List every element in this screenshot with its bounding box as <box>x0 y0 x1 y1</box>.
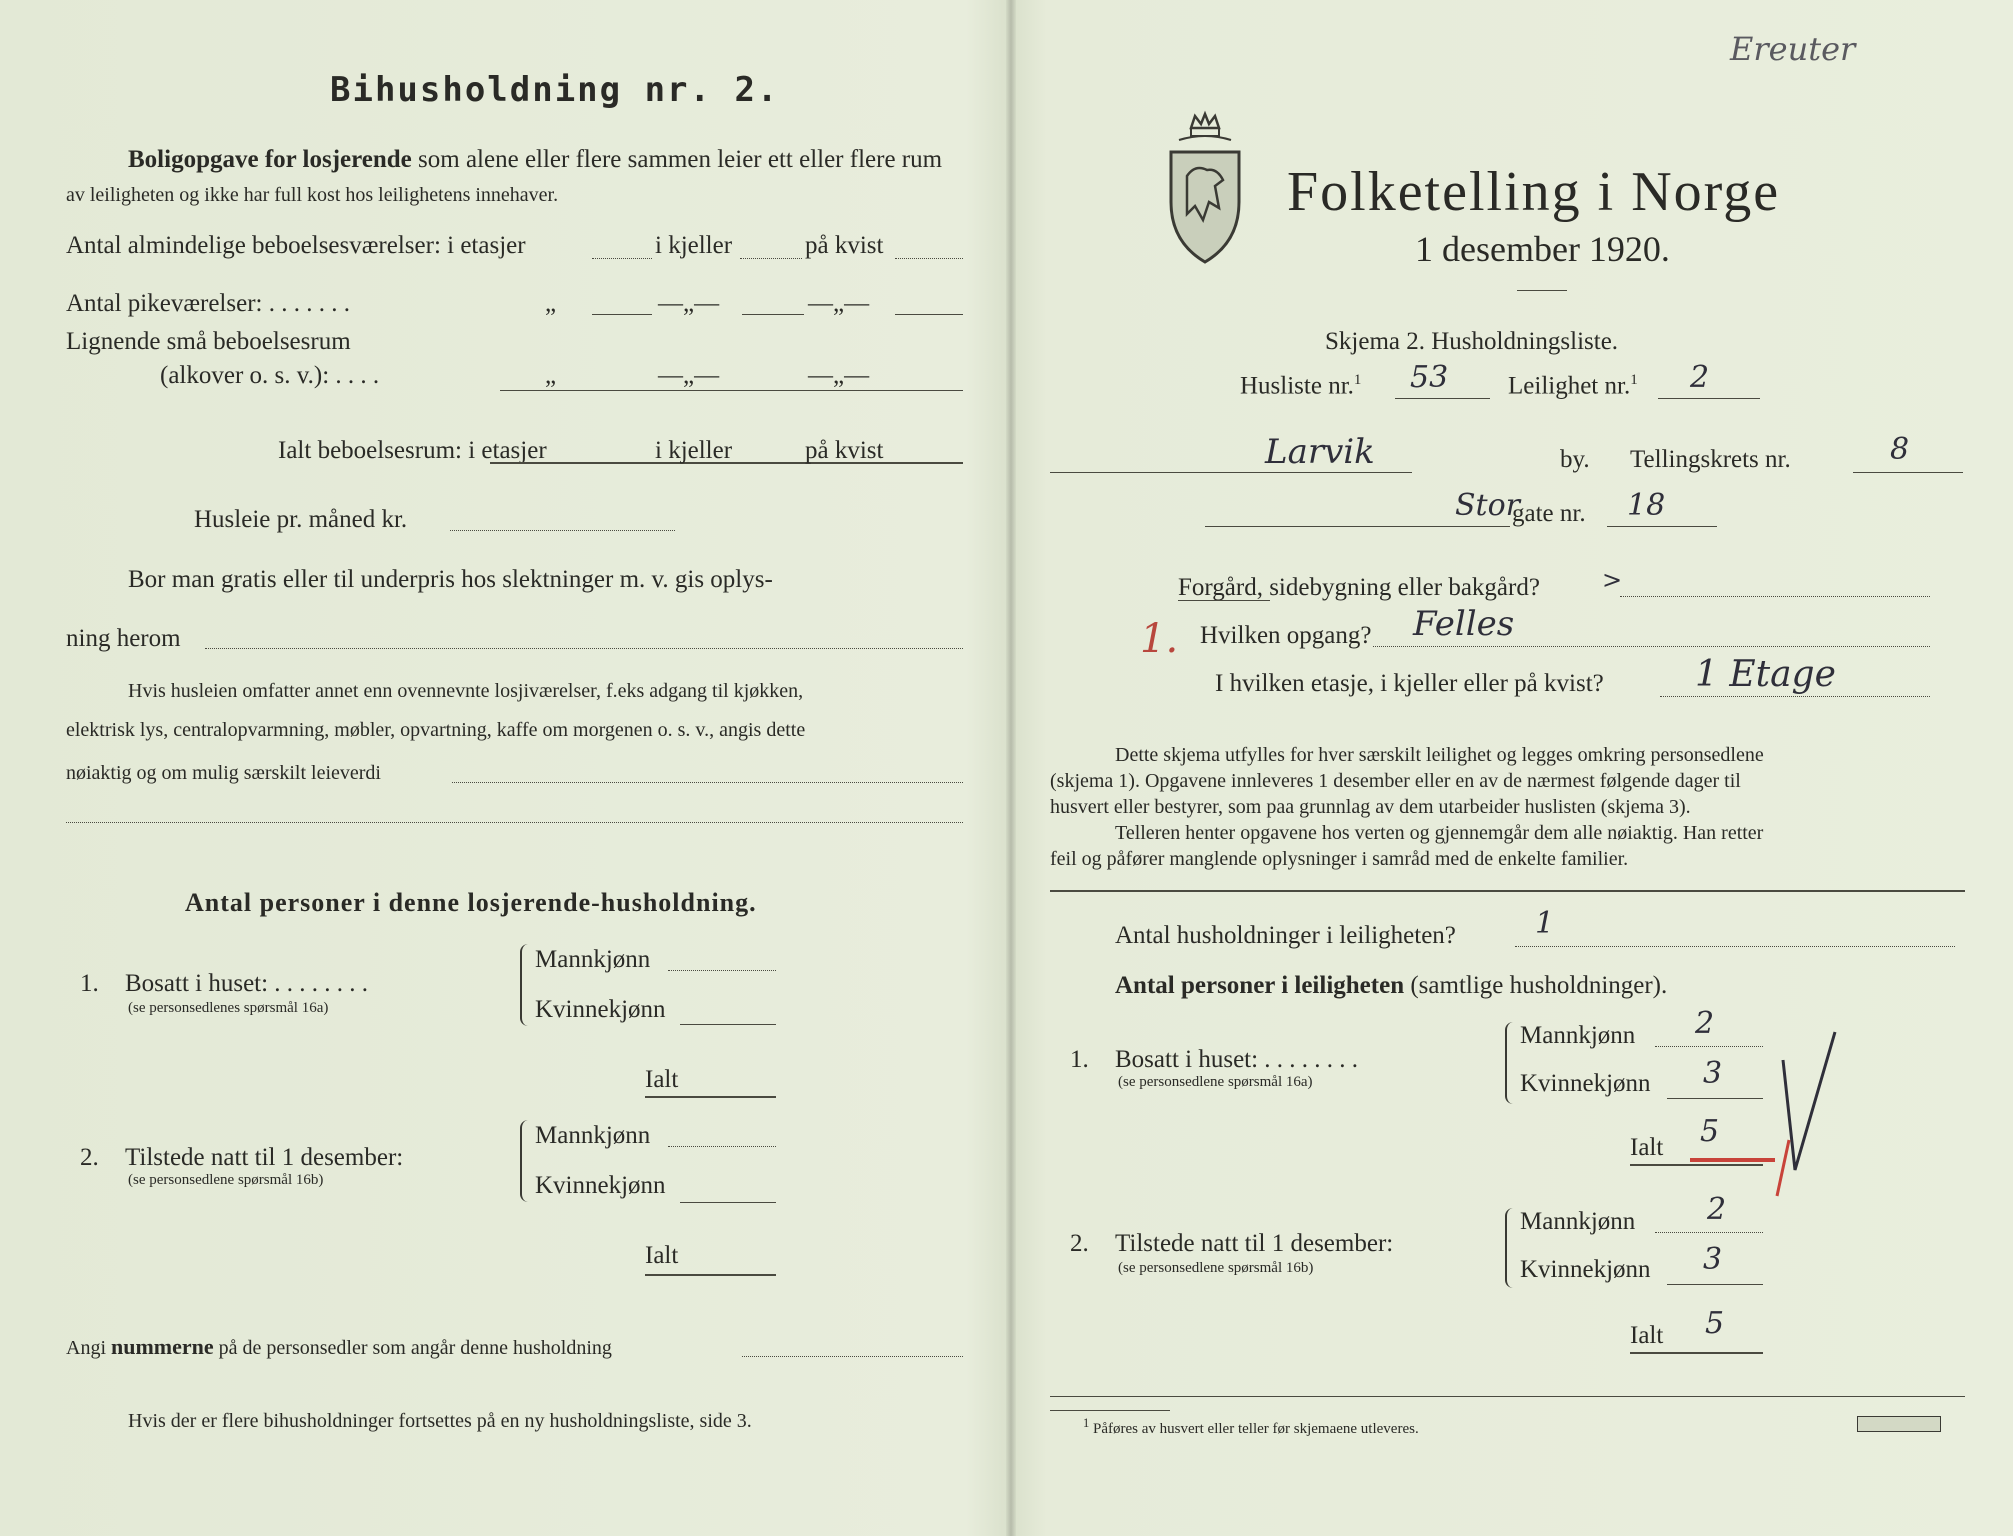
ialt-rooms-kvist: på kvist <box>805 437 884 464</box>
husliste-field[interactable] <box>1395 398 1490 399</box>
right-q1-brace <box>1505 1022 1517 1104</box>
etasje-field[interactable] <box>1660 696 1930 697</box>
right-q2-sub: (se personsedlene spørsmål 16b) <box>1118 1260 1314 1276</box>
bor-line-1: Bor man gratis eller til underpris hos slektninger m. v. gis oplys- <box>128 566 773 593</box>
footnote-divider <box>1050 1396 1965 1397</box>
husliste-label: Husliste nr.$^1$ <box>1240 372 1362 400</box>
rooms-label: Antal almindelige beboelsesværelser: i etasjer <box>66 232 526 259</box>
left-q2-ialt-label: Ialt <box>645 1242 679 1269</box>
pike-ditto-1: „ <box>545 290 557 317</box>
footnote-rule <box>1050 1410 1170 1411</box>
rooms-kvist-label: på kvist <box>805 232 884 259</box>
etasje-value: 1 Etage <box>1695 654 1836 695</box>
angi-line: Angi nummerne på de personsedler som angår denne husholdning <box>66 1334 612 1359</box>
lignende-ditto-1: „ <box>545 362 557 389</box>
right-q2-ialt-value: 5 <box>1705 1306 1725 1341</box>
forgard-field[interactable] <box>1620 596 1930 597</box>
husleie-label: Husleie pr. måned kr. <box>194 506 408 533</box>
info-line-5: feil og påfører manglende oplysninger i samråd med de enkelte familier. <box>1050 848 1629 870</box>
left-q2-num: 2. <box>80 1144 99 1171</box>
forgard-underline-mark <box>1178 600 1270 601</box>
corner-pencil-note: Ereuter <box>1730 30 1856 68</box>
left-q1-sub: (se personsedlenes spørsmål 16a) <box>128 1000 329 1016</box>
right-q1-num: 1. <box>1070 1046 1089 1073</box>
pike-field-3[interactable] <box>895 314 963 315</box>
hvis-line-3: nøiaktig og om mulig særskilt leieverdi <box>66 762 381 784</box>
right-q2-ialt-field[interactable] <box>1630 1352 1763 1354</box>
ialt-rooms-label: Ialt beboelsesrum: i etasjer <box>278 437 547 464</box>
lignende-label-2: (alkover o. s. v.): . . . . <box>160 362 380 389</box>
right-q2-mann-label: Mannkjønn <box>1520 1208 1636 1235</box>
right-q1-kvinne-label: Kvinnekjønn <box>1520 1070 1651 1097</box>
pike-field-1[interactable] <box>592 314 652 315</box>
coat-of-arms-icon <box>1165 110 1245 270</box>
bor-line-2: ning herom <box>66 625 181 652</box>
right-q1-kvinne-value: 3 <box>1703 1056 1723 1091</box>
right-q2-kvinne-label: Kvinnekjønn <box>1520 1256 1651 1283</box>
bor-field[interactable] <box>205 648 963 649</box>
left-q1-brace <box>520 944 532 1026</box>
rooms-kjeller-field[interactable] <box>740 258 802 259</box>
opgang-value: Felles <box>1413 604 1515 644</box>
hvis-field-extra[interactable] <box>66 822 963 823</box>
rooms-etasjer-field[interactable] <box>592 258 652 259</box>
ialt-rooms-kjeller: i kjeller <box>655 437 733 464</box>
right-q2-mann-value: 2 <box>1707 1192 1727 1227</box>
leilighet-label: Leilighet nr.$^1$ <box>1508 372 1638 400</box>
husliste-value: 53 <box>1410 360 1449 395</box>
by-value: Larvik <box>1265 432 1375 472</box>
leilighet-value: 2 <box>1690 360 1710 395</box>
left-q2-kvinne-label: Kvinnekjønn <box>535 1172 666 1199</box>
hvis-line-1: Hvis husleien omfatter annet enn ovennevnte losjiværelser, f.eks adgang til kjøkken, <box>128 680 804 702</box>
right-title: Folketelling i Norge <box>1287 161 1781 223</box>
antal-pers-line: Antal personer i leiligheten (samtlige husholdninger). <box>1115 972 1668 999</box>
tellingskrets-field[interactable] <box>1853 472 1963 473</box>
opgang-label: Hvilken opgang? <box>1200 622 1372 649</box>
hvis-field[interactable] <box>452 782 963 783</box>
lignende-ditto-2: —„— <box>658 362 720 389</box>
right-date: 1 desember 1920. <box>1415 229 1670 269</box>
printer-stamp <box>1857 1416 1941 1432</box>
antal-hush-value: 1 <box>1535 906 1555 941</box>
left-q2-brace <box>520 1120 532 1202</box>
gate-value: 18 <box>1627 488 1666 523</box>
by-field[interactable] <box>1050 472 1412 473</box>
gate-name-field[interactable] <box>1205 526 1510 527</box>
husleie-field[interactable] <box>450 530 675 531</box>
left-q1-num: 1. <box>80 970 99 997</box>
gate-prefix-value: Stor <box>1455 488 1521 523</box>
left-heading: Bihusholdning nr. 2. <box>330 70 780 110</box>
etasje-label: I hvilken etasje, i kjeller eller på kvist? <box>1215 670 1604 697</box>
skjema-label: Skjema 2. Husholdningsliste. <box>1325 328 1619 355</box>
intro-line-1: Boligopgave for losjerende som alene eller flere sammen leier ett eller flere rum <box>128 146 943 173</box>
angi-field[interactable] <box>742 1356 963 1357</box>
margin-red-mark: 1. <box>1140 616 1179 662</box>
tellingskrets-label: Tellingskrets nr. <box>1630 446 1791 473</box>
by-label: by. <box>1560 446 1590 473</box>
right-q2-ialt-label: Ialt <box>1630 1322 1664 1349</box>
pike-ditto-3: —„— <box>808 290 870 317</box>
left-q1-mann-field[interactable] <box>668 970 776 971</box>
right-q2-mann-field[interactable] <box>1655 1232 1763 1233</box>
left-q2-mann-label: Mannkjønn <box>535 1122 651 1149</box>
right-q2-label: Tilstede natt til 1 desember: <box>1115 1230 1394 1257</box>
rooms-kjeller-label: i kjeller <box>655 232 733 259</box>
right-q1-mann-value: 2 <box>1695 1006 1715 1041</box>
left-q1-ialt-label: Ialt <box>645 1066 679 1093</box>
right-q2-kvinne-field[interactable] <box>1667 1284 1763 1285</box>
lignende-label-1: Lignende små beboelsesrum <box>66 328 351 355</box>
footnote: $^1$ Påføres av husvert eller teller før skjemaene utleveres. <box>1083 1416 1419 1437</box>
info-line-3: husvert eller bestyrer, som paa grunnlag av dem utarbeider huslisten (skjema 3). <box>1050 796 1691 818</box>
pike-ditto-2: —„— <box>658 290 720 317</box>
right-q1-kvinne-field[interactable] <box>1667 1098 1763 1099</box>
antal-hush-field[interactable] <box>1515 946 1955 947</box>
left-q1-ialt-field[interactable] <box>645 1096 776 1098</box>
info-line-2: (skjema 1). Opgavene innleveres 1 desember eller en av de nærmest følgende dager til <box>1050 770 1741 792</box>
leilighet-field[interactable] <box>1658 398 1760 399</box>
right-q2-kvinne-value: 3 <box>1703 1242 1723 1277</box>
left-footer: Hvis der er flere bihusholdninger fortsettes på en ny husholdningsliste, side 3. <box>128 1410 752 1432</box>
forgard-label: Forgård, sidebygning eller bakgård? <box>1178 574 1540 601</box>
pike-field-2[interactable] <box>742 314 804 315</box>
right-q1-ialt-field[interactable] <box>1630 1164 1763 1166</box>
antal-hush-label: Antal husholdninger i leiligheten? <box>1115 922 1456 949</box>
right-q1-ialt-label: Ialt <box>1630 1134 1664 1161</box>
pike-label: Antal pikeværelser: . . . . . . . <box>66 290 350 317</box>
right-q2-num: 2. <box>1070 1230 1089 1257</box>
right-page-husholdningsliste <box>1015 0 2013 1536</box>
gate-label: gate nr. <box>1512 500 1586 527</box>
right-q1-mann-field[interactable] <box>1655 1046 1763 1047</box>
right-q1-ialt-value: 5 <box>1700 1114 1720 1149</box>
right-q1-mann-label: Mannkjønn <box>1520 1022 1636 1049</box>
forgard-value: > <box>1602 566 1623 594</box>
lignende-field-row[interactable] <box>500 390 963 391</box>
left-q2-ialt-field[interactable] <box>645 1274 776 1276</box>
right-q1-label: Bosatt i huset: . . . . . . . . <box>1115 1046 1359 1073</box>
right-q1-sub: (se personsedlene spørsmål 16a) <box>1118 1074 1313 1090</box>
left-q1-kvinne-field[interactable] <box>680 1024 776 1025</box>
left-q2-sub: (se personsedlene spørsmål 16b) <box>128 1172 324 1188</box>
title-rule <box>1517 290 1567 291</box>
check-tick-icon <box>1755 1020 1855 1200</box>
opgang-field[interactable] <box>1373 646 1930 647</box>
info-line-4: Telleren henter opgavene hos verten og gjennemgår dem alle nøiaktig. Han retter <box>1115 822 1764 844</box>
left-q1-label: Bosatt i huset: . . . . . . . . <box>125 970 369 997</box>
left-q2-kvinne-field[interactable] <box>680 1202 776 1203</box>
left-q1-kvinne-label: Kvinnekjønn <box>535 996 666 1023</box>
left-q1-mann-label: Mannkjønn <box>535 946 651 973</box>
rooms-kvist-field[interactable] <box>895 258 963 259</box>
gate-nr-field[interactable] <box>1607 526 1717 527</box>
left-q2-label: Tilstede natt til 1 desember: <box>125 1144 404 1171</box>
tellingskrets-value: 8 <box>1890 432 1910 467</box>
left-antal-heading: Antal personer i denne losjerende-husholdning. <box>185 888 757 917</box>
info-divider <box>1050 890 1965 892</box>
intro-line-2: av leiligheten og ikke har full kost hos leilighetens innehaver. <box>66 184 559 206</box>
info-line-1: Dette skjema utfylles for hver særskilt leilighet og legges omkring personsedlene <box>1115 744 1764 766</box>
left-q2-mann-field[interactable] <box>668 1146 776 1147</box>
right-q2-brace <box>1505 1208 1517 1288</box>
hvis-line-2: elektrisk lys, centralopvarmning, møbler, opvartning, kaffe om morgenen o. s. v., angis dette <box>66 719 806 741</box>
lignende-ditto-3: —„— <box>808 362 870 389</box>
